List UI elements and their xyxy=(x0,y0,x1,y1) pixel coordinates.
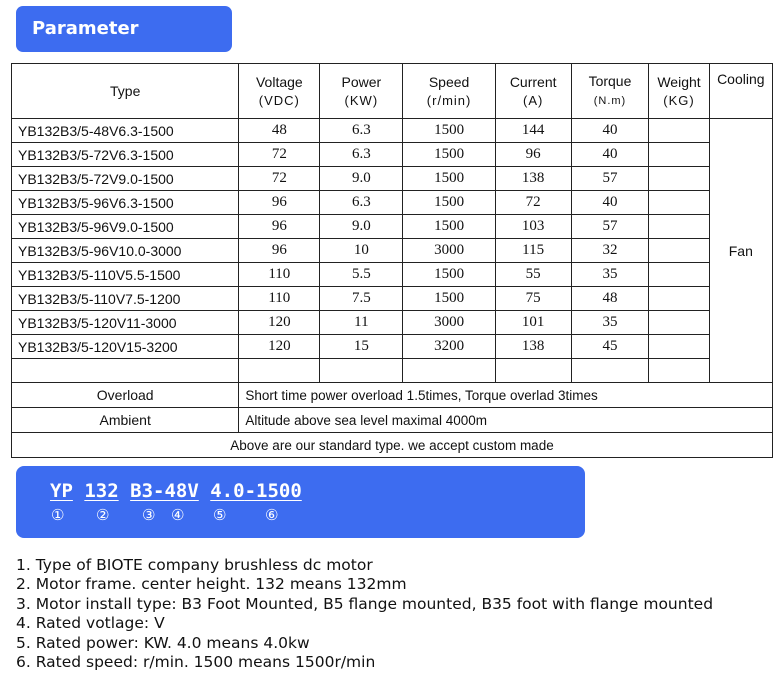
cell-type: YB132B3/5-110V7.5-1200 xyxy=(12,287,239,311)
cell-current: 101 xyxy=(495,311,571,335)
cell-current: 103 xyxy=(495,215,571,239)
cell-weight xyxy=(649,335,709,359)
cell-cooling: Fan xyxy=(709,119,772,383)
cell-torque: 40 xyxy=(571,119,649,143)
cell-speed: 3000 xyxy=(403,311,495,335)
code-part-frame: 132 xyxy=(84,480,119,502)
list-item: 6. Rated speed: r/min. 1500 means 1500r/min xyxy=(16,653,376,672)
cell-voltage: 110 xyxy=(239,287,320,311)
cell-speed: 3000 xyxy=(403,239,495,263)
cell-voltage: 96 xyxy=(239,215,320,239)
cell-speed: 1500 xyxy=(403,287,495,311)
cell-empty xyxy=(495,359,571,383)
cell-power: 5.5 xyxy=(320,263,403,287)
cell-empty xyxy=(239,359,320,383)
header-weight: Weight (KG) xyxy=(649,64,709,119)
cell-type: YB132B3/5-120V11-3000 xyxy=(12,311,239,335)
header-torque: Torque (N.m) xyxy=(571,64,649,119)
list-item: 4. Rated votlage: V xyxy=(16,614,165,633)
code-marker-6: ⑥ xyxy=(265,506,279,524)
cell-weight xyxy=(649,143,709,167)
cell-torque: 57 xyxy=(571,167,649,191)
cell-empty xyxy=(571,359,649,383)
table-row-empty xyxy=(12,359,773,383)
code-markers xyxy=(16,506,585,528)
ambient-row xyxy=(12,408,773,433)
table-row xyxy=(12,335,773,359)
table-row xyxy=(12,263,773,287)
list-item: 3. Motor install type: B3 Foot Mounted, B5 flange mounted, B35 foot with flange mounted xyxy=(16,594,714,613)
parameter-banner xyxy=(16,6,232,52)
cell-current: 55 xyxy=(495,263,571,287)
cell-speed: 1500 xyxy=(403,143,495,167)
cell-torque: 35 xyxy=(571,311,649,335)
banner-title: Parameter xyxy=(32,18,139,39)
cell-empty xyxy=(403,359,495,383)
ambient-label: Ambient xyxy=(12,408,239,433)
cell-type: YB132B3/5-96V10.0-3000 xyxy=(12,239,239,263)
cell-voltage: 120 xyxy=(239,335,320,359)
cell-type: YB132B3/5-120V15-3200 xyxy=(12,335,239,359)
cell-power: 10 xyxy=(320,239,403,263)
code-marker-5: ⑤ xyxy=(213,506,227,524)
cell-torque: 32 xyxy=(571,239,649,263)
code-marker-2: ② xyxy=(96,506,110,524)
cell-weight xyxy=(649,263,709,287)
header-type: Type xyxy=(12,64,239,119)
cell-voltage: 110 xyxy=(239,263,320,287)
cell-current: 75 xyxy=(495,287,571,311)
cell-voltage: 96 xyxy=(239,239,320,263)
header-voltage: Voltage (VDC) xyxy=(239,64,320,119)
cell-speed: 1500 xyxy=(403,167,495,191)
code-part-series: YP xyxy=(50,480,73,502)
cell-type: YB132B3/5-96V9.0-1500 xyxy=(12,215,239,239)
cell-weight xyxy=(649,215,709,239)
cell-current: 144 xyxy=(495,119,571,143)
footer-row xyxy=(12,433,773,458)
cell-power: 6.3 xyxy=(320,119,403,143)
table-row xyxy=(12,143,773,167)
cell-voltage: 48 xyxy=(239,119,320,143)
table-row xyxy=(12,119,773,143)
list-item: 1. Type of BIOTE company brushless dc motor xyxy=(16,556,373,574)
cell-voltage: 72 xyxy=(239,143,320,167)
cell-empty xyxy=(12,359,239,383)
cell-torque: 35 xyxy=(571,263,649,287)
overload-value: Short time power overload 1.5times, Torque overlad 3times xyxy=(239,383,773,408)
cell-weight xyxy=(649,239,709,263)
cell-power: 15 xyxy=(320,335,403,359)
code-part-install: B3 xyxy=(130,480,154,502)
cell-weight xyxy=(649,287,709,311)
cell-speed: 1500 xyxy=(403,215,495,239)
cell-torque: 57 xyxy=(571,215,649,239)
code-part-voltage: -48V xyxy=(153,480,199,502)
cell-type: YB132B3/5-72V9.0-1500 xyxy=(12,167,239,191)
cell-power: 6.3 xyxy=(320,143,403,167)
cell-speed: 3200 xyxy=(403,335,495,359)
cell-type: YB132B3/5-110V5.5-1500 xyxy=(12,263,239,287)
parameter-table xyxy=(11,63,773,458)
cell-weight xyxy=(649,311,709,335)
table-row xyxy=(12,167,773,191)
header-speed: Speed (r/min) xyxy=(403,64,495,119)
cell-power: 9.0 xyxy=(320,167,403,191)
cell-speed: 1500 xyxy=(403,263,495,287)
footer-note: Above are our standard type. we accept custom made xyxy=(12,433,773,458)
header-power: Power (KW) xyxy=(320,64,403,119)
cell-weight xyxy=(649,167,709,191)
code-explanation-list xyxy=(16,556,713,672)
table-row xyxy=(12,287,773,311)
cell-torque: 40 xyxy=(571,191,649,215)
model-code xyxy=(50,480,302,502)
table-row xyxy=(12,311,773,335)
ambient-value: Altitude above sea level maximal 4000m xyxy=(239,408,773,433)
table-row xyxy=(12,215,773,239)
cell-current: 72 xyxy=(495,191,571,215)
cell-torque: 48 xyxy=(571,287,649,311)
cell-power: 9.0 xyxy=(320,215,403,239)
cell-speed: 1500 xyxy=(403,191,495,215)
cell-current: 138 xyxy=(495,167,571,191)
cell-power: 11 xyxy=(320,311,403,335)
table-header-row xyxy=(12,64,773,119)
code-marker-4: ④ xyxy=(171,506,185,524)
cell-voltage: 72 xyxy=(239,167,320,191)
cell-power: 7.5 xyxy=(320,287,403,311)
cell-torque: 40 xyxy=(571,143,649,167)
cell-type: YB132B3/5-96V6.3-1500 xyxy=(12,191,239,215)
list-item: 5. Rated power: KW. 4.0 means 4.0kw xyxy=(16,633,310,652)
cell-voltage: 96 xyxy=(239,191,320,215)
table-row xyxy=(12,191,773,215)
table-row xyxy=(12,239,773,263)
code-part-power: 4.0 xyxy=(210,480,245,502)
overload-label: Overload xyxy=(12,383,239,408)
code-marker-1: ① xyxy=(51,506,65,524)
cell-speed: 1500 xyxy=(403,119,495,143)
code-part-speed: -1500 xyxy=(244,480,302,502)
cell-current: 96 xyxy=(495,143,571,167)
cell-current: 138 xyxy=(495,335,571,359)
cell-empty xyxy=(320,359,403,383)
list-item: 2. Motor frame. center height. 132 means 132mm xyxy=(16,575,407,594)
header-cooling: Cooling xyxy=(709,64,772,119)
cell-current: 115 xyxy=(495,239,571,263)
cell-power: 6.3 xyxy=(320,191,403,215)
header-current: Current (A) xyxy=(495,64,571,119)
cell-voltage: 120 xyxy=(239,311,320,335)
cell-weight xyxy=(649,119,709,143)
model-code-card xyxy=(16,466,585,538)
cell-weight xyxy=(649,191,709,215)
cell-type: YB132B3/5-48V6.3-1500 xyxy=(12,119,239,143)
cell-torque: 45 xyxy=(571,335,649,359)
overload-row xyxy=(12,383,773,408)
code-marker-3: ③ xyxy=(142,506,156,524)
cell-type: YB132B3/5-72V6.3-1500 xyxy=(12,143,239,167)
cell-empty xyxy=(649,359,709,383)
